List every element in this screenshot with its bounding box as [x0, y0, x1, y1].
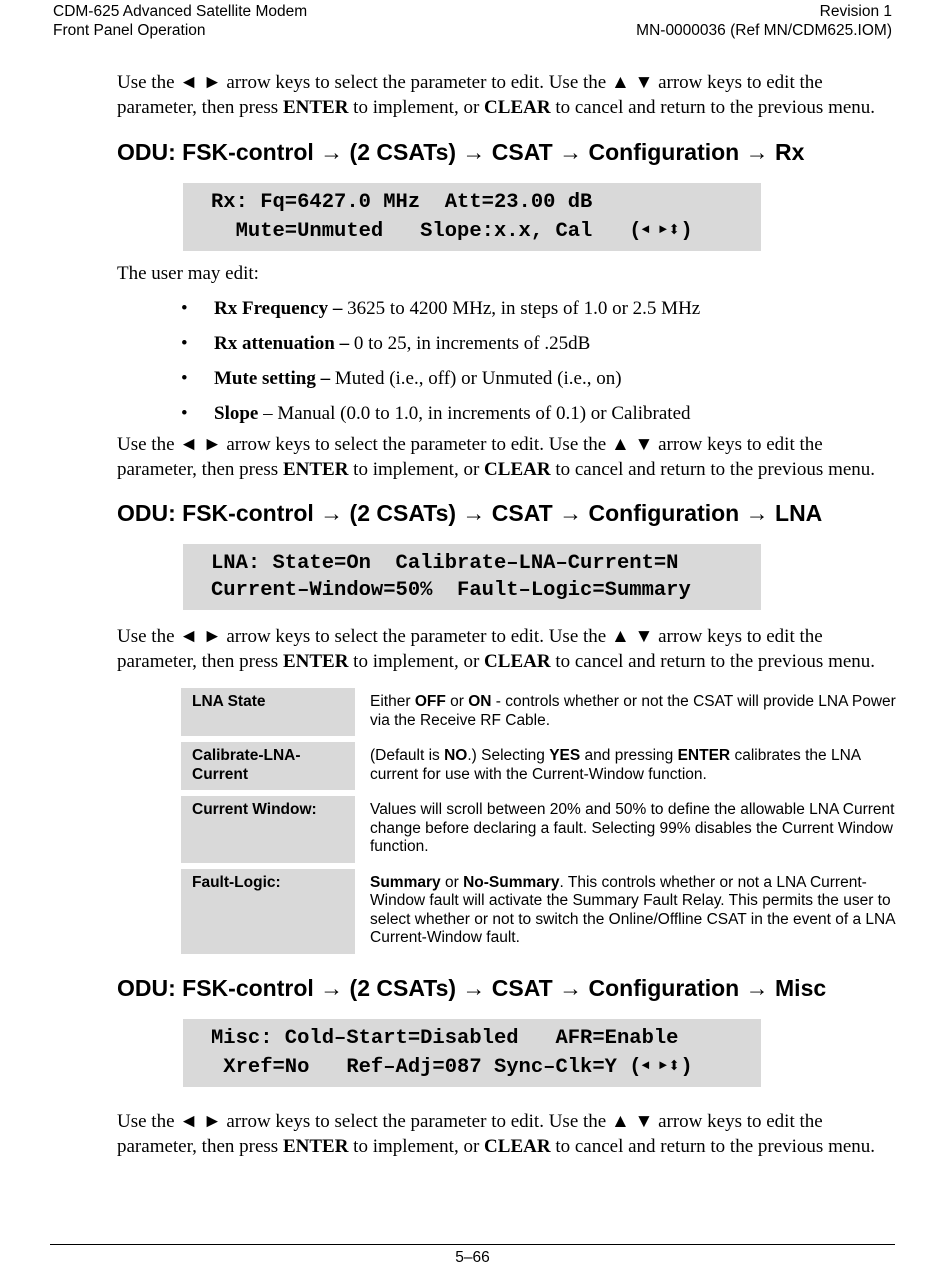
- lcd-line-2: Xref=No Ref–Adj=087 Sync–Clk=Y (◄ ►⬍): [211, 1055, 693, 1079]
- table-row: [181, 742, 897, 790]
- lcd-line-2: Mute=Unmuted Slope:x.x, Cal (◄ ►⬍): [211, 220, 693, 243]
- footer-divider: [50, 1244, 895, 1245]
- left-right-arrows-icon: ◄ ►: [641, 1057, 668, 1073]
- parameter-label: Calibrate-LNA-Current: [181, 742, 355, 790]
- section-heading-misc: ODU: FSK-control → (2 CSATs) → CSAT → Configuration → Misc: [117, 974, 827, 1001]
- table-row: [181, 869, 897, 954]
- bullet-icon: •: [181, 298, 188, 319]
- revision-label: Revision 1: [819, 3, 892, 20]
- lcd-line-1: LNA: State=On Calibrate–LNA–Current=N: [211, 552, 679, 575]
- edit-intro: The user may edit:: [117, 263, 259, 284]
- bullet-icon: •: [181, 368, 188, 389]
- lcd-display-rx: [183, 183, 761, 251]
- instruction-paragraph: Use the ◄ ► arrow keys to select the parameter to edit. Use the ▲ ▼ arrow keys to edit the parameter, then press ENTER to implement, or CLEAR to cancel and return to the previous menu.: [117, 72, 876, 118]
- document-number: MN-0000036 (Ref MN/CDM625.IOM): [636, 22, 892, 39]
- lna-parameter-table: [181, 682, 897, 960]
- instruction-paragraph: Use the ◄ ► arrow keys to select the parameter to edit. Use the ▲ ▼ arrow keys to edit the parameter, then press ENTER to implement, or CLEAR to cancel and return to the previous menu.: [117, 626, 876, 672]
- section-heading-rx: ODU: FSK-control → (2 CSATs) → CSAT → Configuration → Rx: [117, 139, 805, 165]
- parameter-label: LNA State: [181, 688, 355, 736]
- lcd-display-misc: [183, 1019, 761, 1087]
- instruction-paragraph: Use the ◄ ► arrow keys to select the parameter to edit. Use the ▲ ▼ arrow keys to edit the parameter, then press ENTER to implement, or CLEAR to cancel and return to the previous menu.: [117, 1110, 876, 1157]
- parameter-label: Fault-Logic:: [181, 869, 355, 954]
- up-down-arrows-icon: ⬍: [667, 220, 681, 243]
- bullet-icon: •: [181, 403, 188, 424]
- page-header-left: [53, 2, 307, 40]
- parameter-description: Either OFF or ON - controls whether or not the CSAT will provide LNA Power via the Receive RF Cable.: [370, 693, 896, 729]
- list-item: • Slope – Manual (0.0 to 1.0, in increments of 0.1) or Calibrated: [181, 403, 691, 424]
- instruction-paragraph: Use the ◄ ► arrow keys to select the parameter to edit. Use the ▲ ▼ arrow keys to edit the parameter, then press ENTER to implement, or CLEAR to cancel and return to the previous menu.: [117, 434, 876, 480]
- parameter-description: (Default is NO.) Selecting YES and pressing ENTER calibrates the LNA current for use with the Current-Window function.: [370, 747, 861, 783]
- page-header-right: [636, 2, 892, 40]
- list-item: • Mute setting – Muted (i.e., off) or Unmuted (i.e., on): [181, 368, 622, 389]
- lcd-line-1: Rx: Fq=6427.0 MHz Att=23.00 dB: [211, 191, 593, 214]
- left-right-arrows-icon: ◄ ►: [641, 222, 668, 237]
- page-body: [117, 70, 907, 1159]
- parameter-description: Values will scroll between 20% and 50% to define the allowable LNA Current change before declaring a fault. Selecting 99% disables the Current Window function.: [370, 801, 895, 855]
- lcd-line-1: Misc: Cold–Start=Disabled AFR=Enable: [211, 1026, 679, 1050]
- table-row: [181, 688, 897, 736]
- list-item: • Rx Frequency – 3625 to 4200 MHz, in steps of 1.0 or 2.5 MHz: [181, 298, 701, 319]
- parameter-description: Summary or No-Summary. This controls whether or not a LNA Current-Window fault will activate the Summary Fault Relay. This permits the user to select whether or not to switch the Online/Offline CSAT in the event of a LNA Current-Window fault.: [370, 873, 895, 946]
- table-row: [181, 796, 897, 863]
- rx-parameter-list: [117, 296, 907, 426]
- bullet-icon: •: [181, 333, 188, 354]
- list-item: • Rx attenuation – 0 to 25, in increments of .25dB: [181, 333, 591, 354]
- parameter-label: Current Window:: [181, 796, 355, 863]
- lcd-line-2: Current–Window=50% Fault–Logic=Summary: [211, 579, 691, 602]
- section-heading-lna: ODU: FSK-control → (2 CSATs) → CSAT → Configuration → LNA: [117, 500, 823, 526]
- lcd-display-lna: [183, 544, 761, 610]
- page-number: 5–66: [455, 1249, 490, 1266]
- lna-parameter-table-wrap: [117, 682, 907, 960]
- manual-title: CDM-625 Advanced Satellite Modem: [53, 3, 308, 20]
- up-down-arrows-icon: ⬍: [667, 1055, 681, 1079]
- chapter-title: Front Panel Operation: [53, 22, 206, 39]
